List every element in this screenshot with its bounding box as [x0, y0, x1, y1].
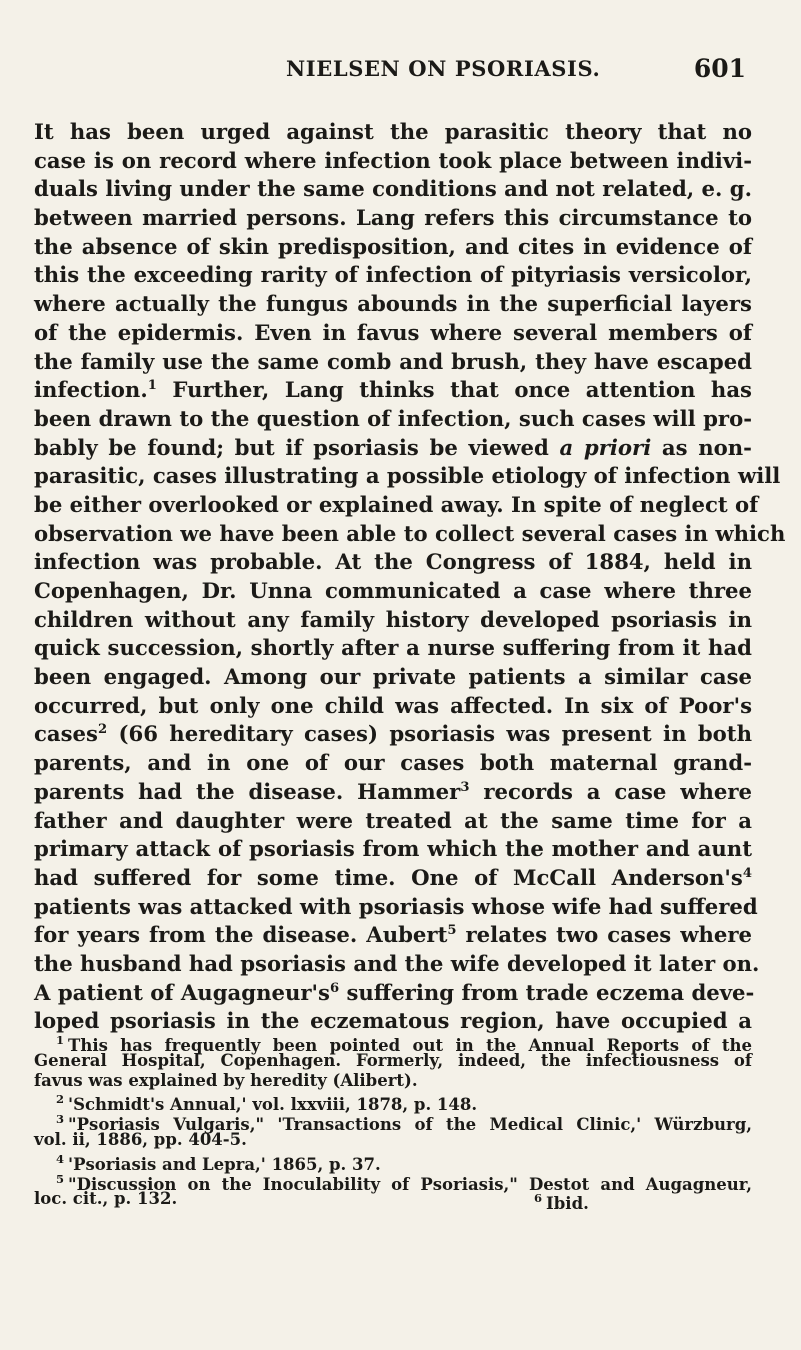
page-header	[286, 56, 746, 90]
text-line: the absence of skin predisposition, and cites in evidence of	[34, 233, 752, 259]
footnote-5: $^5$ "Discussion on the Inoculability of Psoriasis," Destot and Augagneur,	[56, 1171, 752, 1194]
text-line: parasitic, cases illustrating a possible etiology of infection will	[34, 463, 781, 489]
text-line: infection.$^1$ Further, Lang thinks that once attention has	[34, 377, 752, 403]
text-line: be either overlooked or explained away. In spite of neglect of	[34, 491, 759, 517]
text-line: of the epidermis. Even in favus where several members of	[34, 319, 752, 345]
text-line: been engaged. Among our private patients a similar case	[34, 664, 752, 690]
footnote-3-cont: vol. ii, 1886, pp. 404-5.	[34, 1129, 247, 1149]
text-line: Copenhagen, Dr. Unna communicated a case where three	[34, 578, 752, 603]
text-line: parents, and in one of our cases both maternal grand-	[34, 750, 752, 776]
page-number: 601	[693, 54, 746, 83]
text-line: loped psoriasis in the eczematous region, have occupied a	[34, 1008, 752, 1034]
text-line: between married persons. Lang refers this circumstance to	[34, 205, 752, 231]
text-line: the family use the same comb and brush, they have escaped	[34, 348, 752, 374]
text-line: observation we have been able to collect several cases in which	[34, 520, 786, 546]
text-line: parents had the disease. Hammer$^3$ records a case where	[34, 778, 752, 804]
footnote-3: $^3$ "Psoriasis Vulgaris," 'Transactions of the Medical Clinic,' Würzburg,	[56, 1112, 752, 1135]
footnote-ref: 6	[329, 980, 340, 996]
text-line: been drawn to the question of infection, such cases will pro-	[34, 405, 752, 431]
text-line: children without any family history developed psoriasis in	[34, 606, 752, 632]
text-line: for years from the disease. Aubert$^5$ relates two cases where	[34, 922, 752, 948]
footnote-ref: 3	[460, 779, 470, 795]
footnote-2: $^2$ 'Schmidt's Annual,' vol. lxxviii, 1878, p. 148.	[56, 1092, 478, 1115]
text-line: bably be found; but if psoriasis be viewed a priori as non-	[34, 434, 752, 460]
footnote-ref: 4	[742, 865, 752, 881]
footnote-1-cont: General Hospital, Copenhagen. Formerly, indeed, the infectiousness of	[34, 1050, 752, 1070]
footnotes	[34, 1031, 752, 1214]
text-line: case is on record where infection took place between indivi-	[34, 147, 752, 173]
text-line: A patient of $Augagneur's^6$ suffering from trade eczema deve-	[34, 979, 755, 1005]
text-line: duals living under the same conditions and not related, e. g.	[34, 176, 752, 202]
footnote-1-cont: favus was explained by heredity (Alibert).	[34, 1070, 418, 1090]
text-line: infection was probable. At the Congress of 1884, held in	[34, 549, 752, 575]
footnote-ref: 5	[447, 923, 457, 939]
body-text	[34, 118, 786, 1036]
footnote-4: $^4$ 'Psoriasis and Lepra,' 1865, p. 37.	[56, 1151, 381, 1174]
text-line: It has been urged against the parasitic theory that no	[34, 119, 752, 144]
running-title: NIELSEN ON PSORIASIS.	[286, 56, 601, 81]
footnote-1: $^1$ This has frequently been pointed out in the Annual Reports of the	[56, 1033, 752, 1055]
footnote-6: $^6$ Ibid.	[534, 1191, 589, 1214]
footnote-ref: 2	[97, 722, 108, 738]
text-line: father and daughter were treated at the same time for a	[34, 807, 752, 833]
text-line: primary attack of psoriasis from which the mother and aunt	[34, 836, 752, 862]
text-line: patients was attacked with psoriasis whose wife had suffered	[34, 893, 758, 919]
footnote-5-cont: loc. cit., p. 132. $^6$ Ibid.	[34, 1189, 589, 1214]
text-line: cases$^2$ (66 hereditary cases) psoriasis was present in both	[34, 721, 752, 747]
text-line: the husband had psoriasis and the wife developed it later on.	[34, 950, 760, 976]
text-line: this the exceeding rarity of infection of pityriasis versicolor,	[34, 262, 752, 288]
text-line: quick succession, shortly after a nurse suffering from it had	[34, 635, 752, 661]
footnote-ref: 1	[147, 378, 157, 394]
text-line: had suffered for some time. One of McCall $Anderson's^4$	[34, 864, 752, 890]
text-line: where actually the fungus abounds in the superficial layers	[34, 291, 752, 317]
text-line: occurred, but only one child was affected. In six of Poor's	[34, 692, 752, 718]
